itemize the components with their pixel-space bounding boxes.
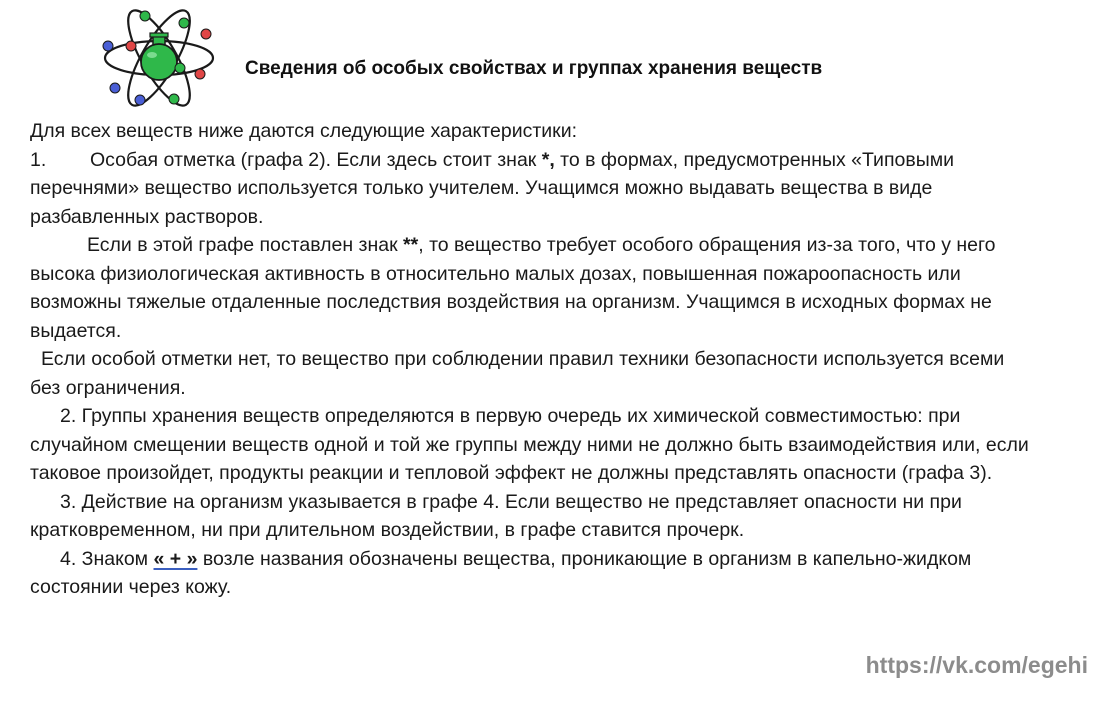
item4-line1: 4. Знаком « + » возле названия обозначены вещества, проникающие в организм в капельно-жидком — [60, 547, 972, 570]
flask-icon — [141, 33, 177, 80]
plus-mark: « + » — [153, 547, 198, 570]
item4-line2: состоянии через кожу. — [30, 576, 232, 598]
item1-none-line1: Если особой отметки нет, то вещество при соблюдении правил техники безопасности используется всеми — [41, 348, 1005, 370]
item2-line3: таковое произойдет, продукты реакции и тепловой эффект не должны представлять опасности (графа 3). — [30, 462, 993, 484]
item1-double-line1: Если в этой графе поставлен знак **, то вещество требует особого обращения из-за того, что у него — [87, 234, 996, 256]
item3-line1: 3. Действие на организм указывается в графе 4. Если вещество не представляет опасности ни при — [60, 490, 962, 513]
item1-none-line2: без ограничения. — [30, 376, 186, 399]
item1-double-line3: возможны тяжелые отдаленные последствия воздействия на организм. Учащимся в исходных формах не — [30, 291, 992, 313]
item1-double-line2: высока физиологическая активность в относительно малых дозах, повышенная пожароопасность или — [30, 262, 961, 285]
item1-line1: 1. Особая отметка (графа 2). Если здесь стоит знак *, то в формах, предусмотренных «Типовыми — [30, 146, 1090, 175]
atom-flask-logo — [100, 8, 218, 108]
intro-line: Для всех веществ ниже даются следующие характеристики: — [30, 120, 577, 142]
double-star-mark: ** — [403, 234, 419, 256]
item1-line2: перечнями» вещество используется только учителем. Учащимся можно выдавать вещества в виде — [30, 177, 933, 199]
item1-line3: разбавленных растворов. — [30, 205, 264, 228]
page-title: Сведения об особых свойствах и группах хранения веществ — [245, 58, 823, 79]
item3-line2: кратковременном, ни при длительном воздействии, в графе ставится прочерк. — [30, 519, 745, 541]
source-watermark: https://vk.com/egehi — [865, 652, 1088, 678]
document-body — [30, 117, 1090, 602]
single-star-mark: *, — [541, 148, 555, 171]
atom-flask-icon — [100, 8, 218, 108]
item1-number: 1. — [30, 148, 47, 171]
item2-line1: 2. Группы хранения веществ определяются в первую очередь их химической совместимостью: при — [60, 405, 961, 427]
item1-double-line4: выдается. — [30, 319, 122, 342]
item2-line2: случайном смещении веществ одной и той же группы между ними не должно быть взаимодействия или, если — [30, 433, 1029, 456]
